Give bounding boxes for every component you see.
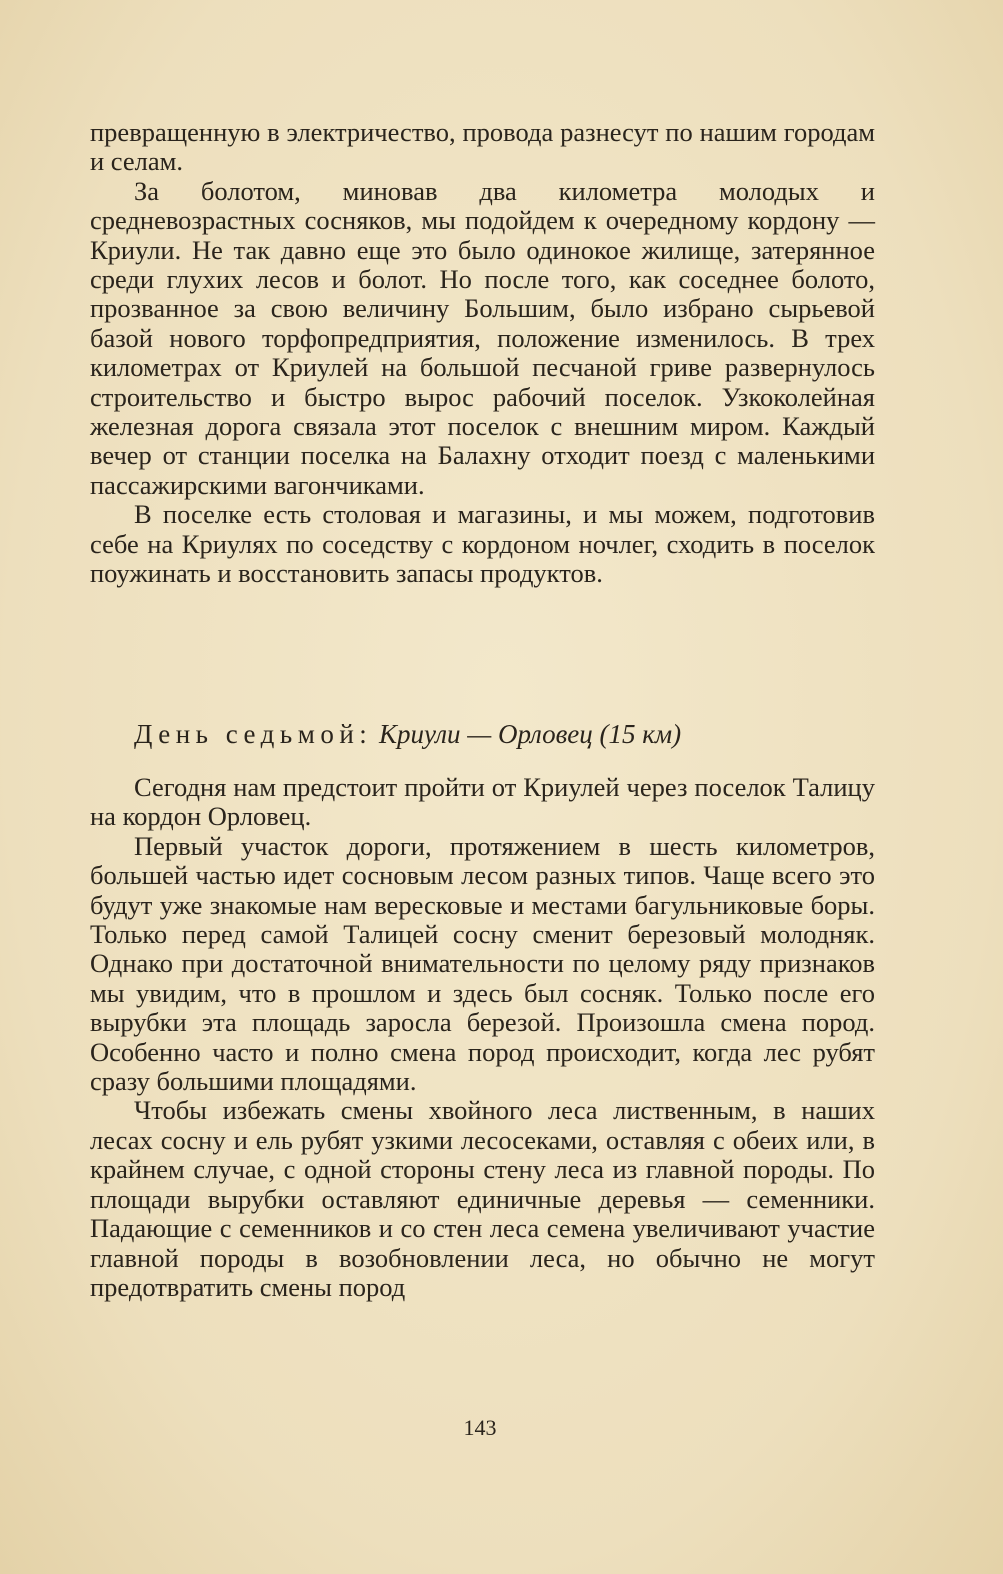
paragraph: Первый участок дороги, протяжением в шесть километров, большей частью идет сосновым лесом разных типов. Чаще всего это будут уже знакомые нам вересковые и местами багульниковые боры. Только перед самой Талицей сосну сменит березовый молодняк. Однако при достаточной внимательности по целому ряду признаков мы увидим, что в прошлом и здесь был сосняк. Только после его вырубки эта площадь заросла березой. Произошла смена пород. Особенно часто и полно смена пород происходит, когда лес рубят сразу большими площадями.: [90, 830, 875, 1097]
text-block-bottom: [90, 773, 875, 1302]
paragraph: В поселке есть столовая и магазины, и мы можем, подготовив себе на Криулях по соседству с кордоном ночлег, сходить в поселок поужинать и восстановить запасы продуктов.: [90, 499, 875, 589]
paragraph: За болотом, миновав два километра молодых и средневозрастных сосняков, мы подойдем к очередному кордону — Криули. Не так давно еще это было одинокое жилище, затерянное среди глухих лесов и болот. Но после того, как соседнее болото, прозванное за свою величину Большим, было избрано сырьевой базой нового торфопредприятия, положение изменилось. В трех километрах от Криулей на большой песчаной гриве развернулось строительство и быстро вырос рабочий поселок. Узкоколейная железная дорога связала этот поселок с внешним миром. Каждый вечер от станции поселка на Балахну отходит поезд с маленькими пассажирскими вагончиками.: [90, 175, 875, 500]
page-number: 143: [463, 1415, 497, 1440]
paragraph: превращенную в электричество, провода разнесут по нашим городам и селам.: [90, 117, 875, 177]
paragraph: Чтобы избежать смены хвойного леса лиственным, в наших лесах сосну и ель рубят узкими лесосеками, оставляя с обеих или, в крайнем случае, с одной стороны стену леса из главной породы. По площади вырубки оставляют единичные деревья — семенники. Падающие с семенников и со стен леса семена увеличивают участие главной породы в возобновлении леса, но обычно не могут предотвратить смены пород: [90, 1095, 875, 1302]
heading-day: День седьмой:: [134, 719, 373, 749]
heading-route: Криули — Орловец (15 км): [379, 719, 682, 749]
section-heading: [134, 718, 894, 750]
text-block-top: [90, 118, 875, 589]
paragraph: Сегодня нам предстоит пройти от Криулей через поселок Талицу на кордон Орловец.: [90, 772, 875, 832]
